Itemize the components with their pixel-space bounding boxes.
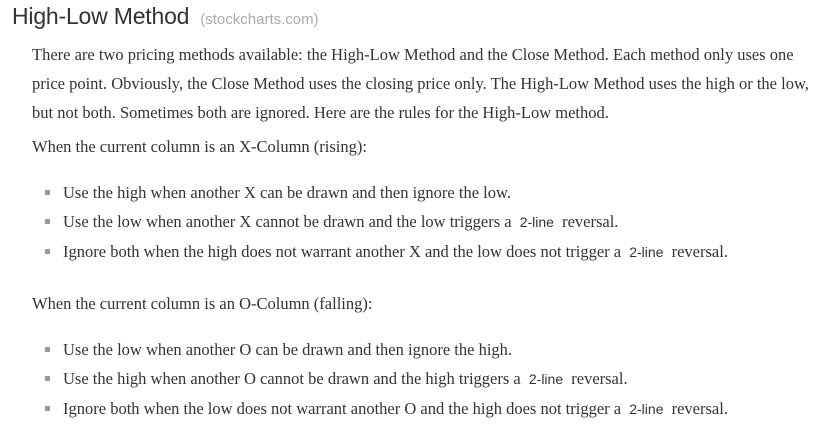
list-item xyxy=(32,394,822,424)
rule-text-end: reversal. xyxy=(571,369,628,388)
bullet-icon xyxy=(45,376,50,381)
source-attribution: (stockcharts.com) xyxy=(200,11,319,28)
page-header xyxy=(12,3,319,30)
bullet-icon xyxy=(45,190,50,195)
page-title: High-Low Method xyxy=(12,3,190,29)
inline-code: 2-line xyxy=(528,371,564,387)
rule-text: Ignore both when the high does not warrant another X and the low does not trigger a xyxy=(63,242,622,261)
list-item xyxy=(32,335,822,364)
o-column-lead: When the current column is an O-Column (falling): xyxy=(32,294,373,313)
rule-text-end: reversal. xyxy=(671,242,728,261)
bullet-icon xyxy=(45,347,50,352)
x-column-rules-list xyxy=(32,178,822,267)
bullet-icon xyxy=(45,219,50,224)
rule-text: Use the high when another X can be drawn and then ignore the low. xyxy=(63,183,511,202)
bullet-icon xyxy=(45,406,50,411)
intro-paragraph: There are two pricing methods available: the High-Low Method and the Close Method. Each method only uses one price point. Obviously, the Close Method uses the closing price only. The High-Low Method uses the high or the low, but not both. Sometimes both are ignored. Here are the rules for the High-Low method. xyxy=(32,45,809,122)
rule-text: Use the high when another O cannot be drawn and the high triggers a xyxy=(63,369,521,388)
list-item xyxy=(32,237,822,267)
rule-text: Use the low when another X cannot be drawn and the low triggers a xyxy=(63,212,512,231)
article-body xyxy=(32,40,822,424)
rule-text-end: reversal. xyxy=(671,399,728,418)
inline-code: 2-line xyxy=(629,244,664,260)
x-column-lead: When the current column is an X-Column (rising): xyxy=(32,137,367,156)
list-item xyxy=(32,364,822,394)
list-item xyxy=(32,178,822,207)
rule-text: Use the low when another O can be drawn and then ignore the high. xyxy=(63,340,513,359)
bullet-icon xyxy=(45,249,50,254)
list-item xyxy=(32,207,822,237)
rule-text: Ignore both when the low does not warrant another O and the high does not trigger a xyxy=(63,399,622,418)
inline-code: 2-line xyxy=(519,214,554,230)
inline-code: 2-line xyxy=(629,401,664,417)
rule-text-end: reversal. xyxy=(562,212,619,231)
o-column-rules-list xyxy=(32,335,822,424)
